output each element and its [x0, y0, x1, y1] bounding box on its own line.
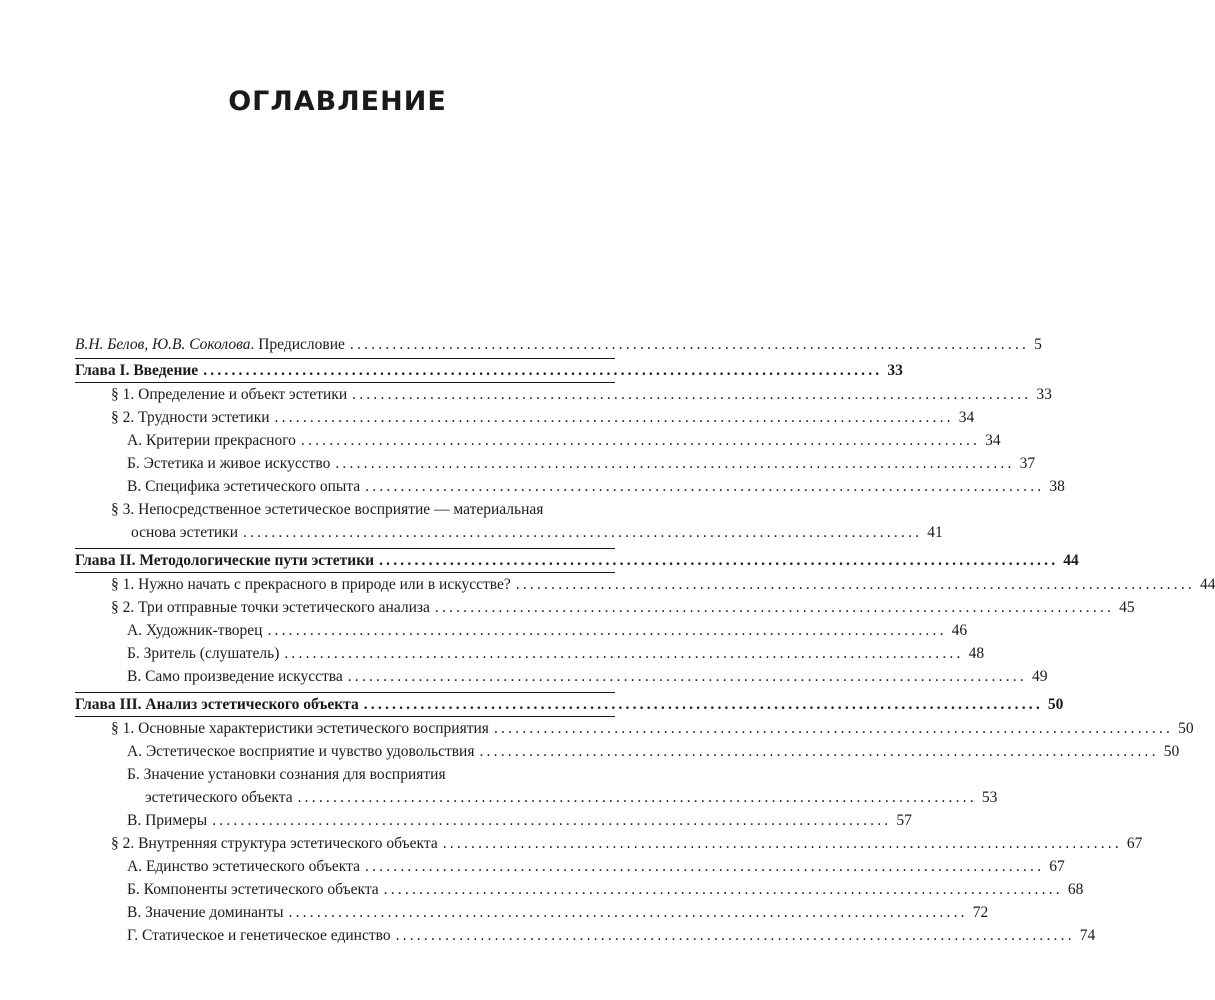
page-number: 41 — [927, 524, 943, 541]
toc-subsection[interactable] — [75, 901, 989, 924]
page-number: 72 — [972, 904, 989, 921]
page-number: 37 — [1019, 455, 1036, 472]
dot-leader: ................................................................................................ — [364, 858, 1045, 875]
dot-leader: ................................................................................................ — [365, 478, 1045, 495]
page-number: 34 — [958, 409, 975, 426]
subsection-title: Б. Значение установки сознания для восприятия — [127, 766, 446, 783]
toc-subsection[interactable] — [75, 855, 1065, 878]
dot-leader: ................................................................................................ — [203, 362, 883, 379]
dot-leader: ................................................................................................ — [515, 576, 1195, 593]
dot-leader: ................................................................................................ — [288, 904, 968, 921]
page-number: 67 — [1126, 835, 1143, 852]
toc-subsection[interactable] — [75, 429, 1001, 452]
toc-section[interactable] — [75, 383, 1052, 406]
section-title: § 2. Три отправные точки эстетического анализа — [111, 599, 430, 616]
toc-subsection[interactable] — [75, 475, 1065, 498]
page-number: 57 — [896, 812, 912, 829]
toc-subsection[interactable] — [75, 452, 1036, 475]
dot-leader: ................................................................................................ — [274, 409, 954, 426]
dot-leader: ................................................................................................ — [493, 720, 1174, 737]
page-number: 50 — [1163, 743, 1180, 760]
dot-leader: ................................................................................................ — [267, 622, 947, 639]
subsection-title: В. Примеры — [127, 812, 208, 829]
subsection-title: В. Само произведение искусства — [127, 668, 343, 685]
toc-subsection[interactable] — [75, 740, 1180, 763]
toc-section[interactable] — [75, 717, 1194, 740]
toc-section[interactable] — [75, 498, 943, 544]
dot-leader: ................................................................................................ — [395, 927, 1075, 944]
toc-subsection[interactable] — [75, 642, 985, 665]
page-number: 44 — [1199, 576, 1215, 593]
page-number: 5 — [1034, 336, 1042, 353]
toc-entry-preface[interactable] — [75, 333, 1042, 358]
page-number: 34 — [985, 432, 1001, 449]
section-title-continued: основа эстетики — [131, 524, 239, 541]
dot-leader: ................................................................................................ — [434, 599, 1115, 616]
preface-authors: В.Н. Белов, Ю.В. Соколова — [75, 336, 251, 353]
page-number: 67 — [1049, 858, 1065, 875]
dot-leader: ................................................................................................ — [379, 552, 1059, 569]
subsection-title: А. Художник-творец — [127, 622, 263, 639]
subsection-title: Б. Эстетика и живое искусство — [127, 455, 331, 472]
section-title: § 3. Непосредственное эстетическое восприятие — материальная — [111, 501, 544, 518]
toc-subsection[interactable] — [75, 878, 1084, 901]
subsection-title-continued: эстетического объекта — [145, 789, 293, 806]
dot-leader: ................................................................................................ — [383, 881, 1063, 898]
page-number: 33 — [1036, 386, 1052, 403]
toc-entry-text — [75, 333, 345, 356]
toc-chapter-1[interactable] — [75, 359, 903, 382]
section-title: § 1. Нужно начать с прекрасного в природе или в искусстве? — [111, 576, 511, 593]
page-number: 44 — [1063, 552, 1079, 569]
page-number: 46 — [951, 622, 968, 639]
toc-chapter-2[interactable] — [75, 549, 1079, 572]
page-number: 50 — [1047, 696, 1064, 713]
page-number: 49 — [1031, 668, 1048, 685]
toc-section[interactable] — [75, 596, 1135, 619]
subsection-title: Г. Статическое и генетическое единство — [127, 927, 391, 944]
dot-leader: ................................................................................................ — [243, 524, 923, 541]
subsection-title: Б. Компоненты эстетического объекта — [127, 881, 379, 898]
toc-subsection[interactable] — [75, 809, 912, 832]
subsection-title: А. Единство эстетического объекта — [127, 858, 360, 875]
toc-subsection[interactable] — [75, 665, 1048, 688]
section-title: § 1. Основные характеристики эстетического восприятия — [111, 720, 489, 737]
dot-leader: ................................................................................................ — [212, 812, 892, 829]
dot-leader: ................................................................................................ — [335, 455, 1015, 472]
table-of-contents — [75, 333, 1215, 947]
section-title: § 2. Трудности эстетики — [111, 409, 270, 426]
dot-leader: ................................................................................................ — [300, 432, 981, 449]
subsection-title: А. Эстетическое восприятие и чувство удовольствия — [127, 743, 475, 760]
dot-leader: ................................................................................................ — [347, 668, 1027, 685]
page-number: 50 — [1178, 720, 1194, 737]
dot-leader: ................................................................................................ — [442, 835, 1122, 852]
dot-leader: ................................................................................................ — [297, 789, 977, 806]
subsection-title: А. Критерии прекрасного — [127, 432, 296, 449]
toc-section[interactable] — [75, 832, 1143, 855]
page-number: 68 — [1067, 881, 1084, 898]
chapter-title: Глава III. Анализ эстетического объекта — [75, 696, 359, 713]
page-title: ОГЛАВЛЕНИЕ — [228, 86, 447, 117]
section-title: § 1. Определение и объект эстетики — [111, 386, 348, 403]
subsection-title: В. Значение доминанты — [127, 904, 284, 921]
page-number: 48 — [968, 645, 985, 662]
toc-chapter-3[interactable] — [75, 693, 1064, 716]
page-number: 33 — [887, 362, 903, 379]
toc-subsection[interactable] — [75, 763, 998, 809]
subsection-title: Б. Зритель (слушатель) — [127, 645, 280, 662]
chapter-title: Глава II. Методологические пути эстетики — [75, 552, 375, 569]
dot-leader: ................................................................................................ — [352, 386, 1032, 403]
toc-section[interactable] — [75, 573, 1215, 596]
toc-subsection[interactable] — [75, 619, 968, 642]
dot-leader: ................................................................................................ — [363, 696, 1043, 713]
page-number: 53 — [981, 789, 998, 806]
dot-leader: ................................................................................................ — [479, 743, 1159, 760]
preface-title: . Предисловие — [250, 336, 345, 353]
toc-subsection[interactable] — [75, 924, 1096, 947]
page-number: 38 — [1049, 478, 1065, 495]
page-number: 74 — [1079, 927, 1096, 944]
subsection-title: В. Специфика эстетического опыта — [127, 478, 361, 495]
section-title: § 2. Внутренняя структура эстетического объекта — [111, 835, 438, 852]
page-number: 45 — [1119, 599, 1135, 616]
toc-section[interactable] — [75, 406, 975, 429]
dot-leader: ................................................................................................ — [349, 336, 1030, 353]
chapter-title: Глава I. Введение — [75, 362, 199, 379]
dot-leader: ................................................................................................ — [284, 645, 964, 662]
